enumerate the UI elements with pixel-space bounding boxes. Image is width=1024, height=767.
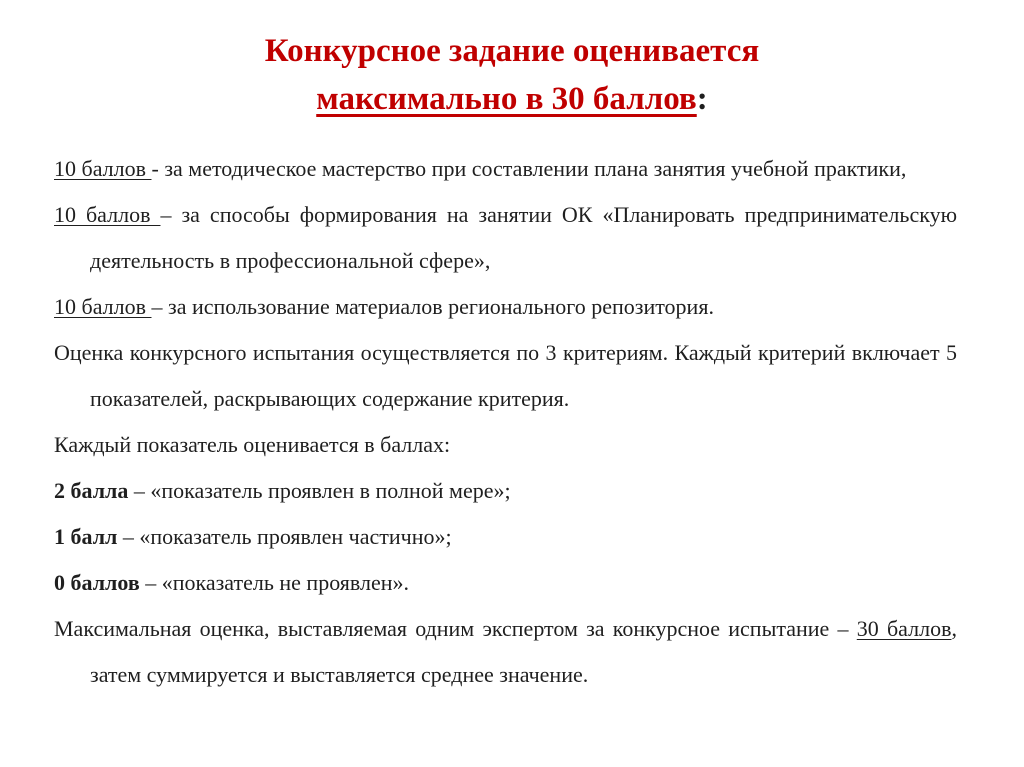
scoring-intro: Каждый показатель оценивается в баллах:	[54, 432, 451, 457]
title-line-1: Конкурсное задание оценивается	[264, 33, 760, 69]
criterion-points: 10 баллов	[54, 202, 161, 227]
criterion-text: за методическое мастерство при составлении плана занятия учебной практики,	[164, 156, 907, 181]
score-description: – «показатель проявлен частично»;	[117, 524, 452, 549]
score-points: 0 баллов	[54, 570, 140, 595]
criterion-item-competences	[54, 192, 957, 284]
criterion-item-repository	[54, 284, 957, 330]
max-score-points: 30 баллов	[856, 616, 952, 641]
score-description: – «показатель не проявлен».	[139, 570, 410, 595]
max-score-paragraph	[54, 606, 957, 698]
title-colon: :	[696, 81, 708, 117]
score-item-1	[54, 514, 957, 560]
score-description: – «показатель проявлен в полной мере»;	[128, 478, 511, 503]
max-score-tail: , затем суммируется и выставляется среднее значение.	[90, 616, 957, 687]
max-score-lead: Максимальная оценка, выставляемая одним экспертом за конкурсное испытание –	[54, 616, 857, 641]
title-line-2	[120, 75, 904, 123]
slide-body	[54, 146, 957, 698]
score-item-2	[54, 468, 957, 514]
score-points: 1 балл	[54, 524, 118, 549]
criterion-text: за использование материалов регионального репозитория.	[168, 294, 714, 319]
title-max-score: максимально в 30 баллов	[316, 81, 697, 117]
criterion-points: 10 баллов	[54, 294, 152, 319]
criterion-points: 10 баллов	[54, 156, 152, 181]
assessment-paragraph: Оценка конкурсного испытания осуществляется по 3 критериям. Каждый критерий включает 5 показателей, раскрывающих содержание критерия.	[54, 340, 957, 411]
score-points: 2 балла	[54, 478, 129, 503]
criterion-item-methodology	[54, 146, 957, 192]
criterion-text: за способы формирования на занятии ОК «Планировать предпринимательскую деятельность в профессиональной сфере»,	[90, 202, 958, 273]
criterion-separator: –	[160, 202, 182, 227]
score-item-0	[54, 560, 957, 606]
slide-title	[120, 27, 904, 123]
criterion-separator: -	[151, 156, 165, 181]
criterion-separator: –	[151, 294, 168, 319]
